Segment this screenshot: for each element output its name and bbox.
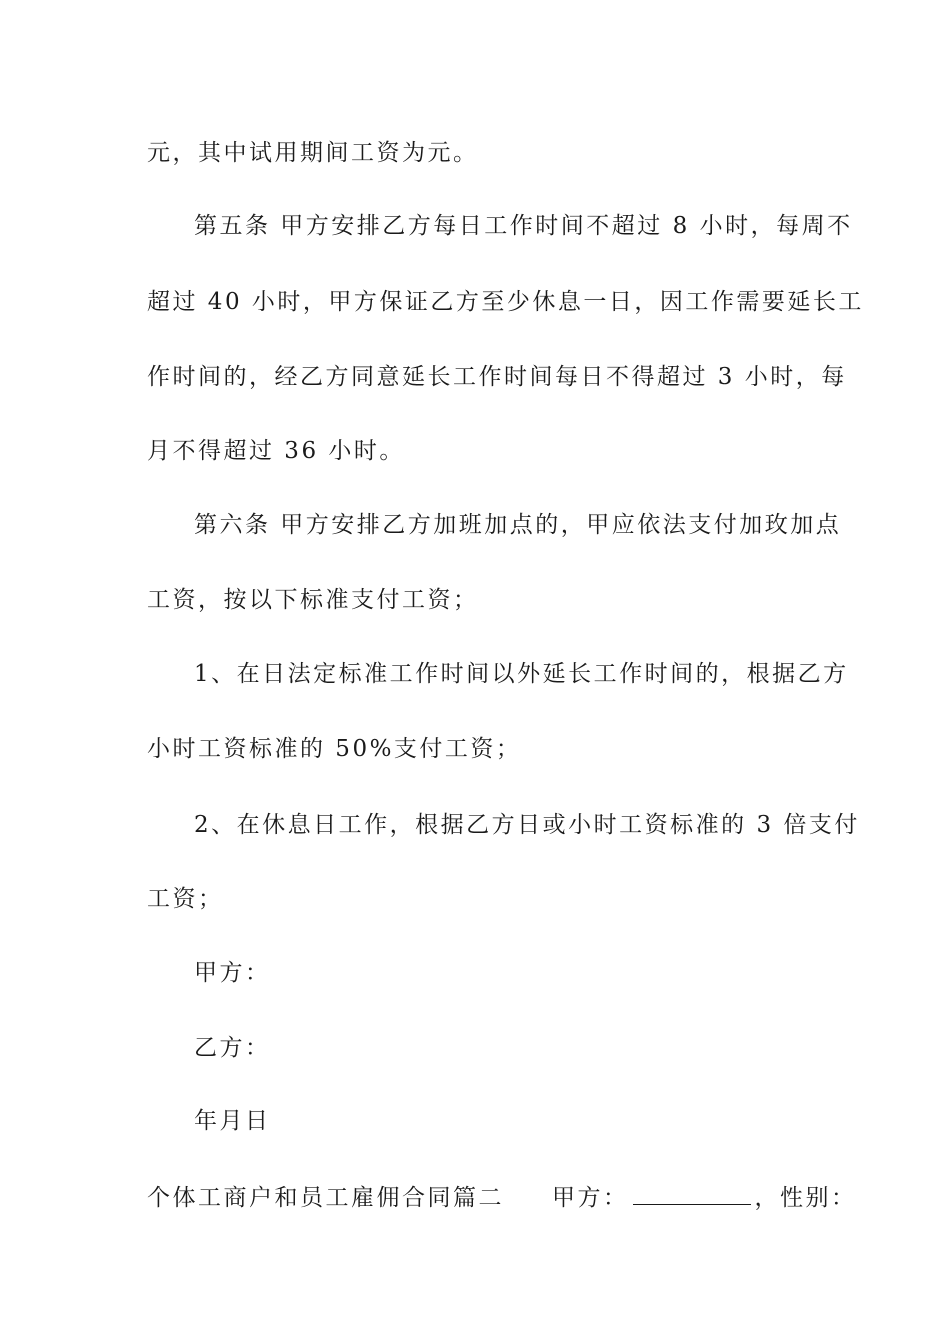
- list-item-2-line: 2、在休息日工作，根据乙方日或小时工资标准的 3 倍支付: [194, 812, 860, 838]
- paragraph-line: 超过 40 小时，甲方保证乙方至少休息一日，因工作需要延长工: [147, 289, 864, 315]
- date-label: 年月日: [194, 1108, 271, 1134]
- list-item-1-line: 1、在日法定标准工作时间以外延长工作时间的，根据乙方: [194, 661, 849, 687]
- contract-title: 个体工商户和员工雇佣合同篇二: [147, 1185, 504, 1211]
- party-a-name-blank[interactable]: [633, 1182, 751, 1205]
- article-five-line: 第五条 甲方安排乙方每日工作时间不超过 8 小时，每周不: [194, 213, 853, 239]
- paragraph-line: 小时工资标准的 50%支付工资；: [147, 736, 522, 762]
- party-a-signature-label: 甲方：: [194, 960, 271, 986]
- party-b-signature-label: 乙方：: [194, 1035, 271, 1061]
- paragraph-line: 月不得超过 36 小时。: [147, 438, 405, 464]
- contract-two-header-line: [147, 1182, 857, 1213]
- paragraph-line: 工资；: [147, 886, 224, 912]
- article-six-line: 第六条 甲方安排乙方加班加点的，甲应依法支付加玫加点: [194, 512, 842, 538]
- paragraph-line: 元，其中试用期间工资为元。: [147, 140, 479, 166]
- paragraph-line: 工资，按以下标准支付工资；: [147, 587, 479, 613]
- paragraph-line: 作时间的，经乙方同意延长工作时间每日不得超过 3 小时，每: [147, 364, 847, 390]
- party-a-label: 甲方：: [552, 1185, 629, 1211]
- gender-label: ，性别：: [754, 1185, 857, 1211]
